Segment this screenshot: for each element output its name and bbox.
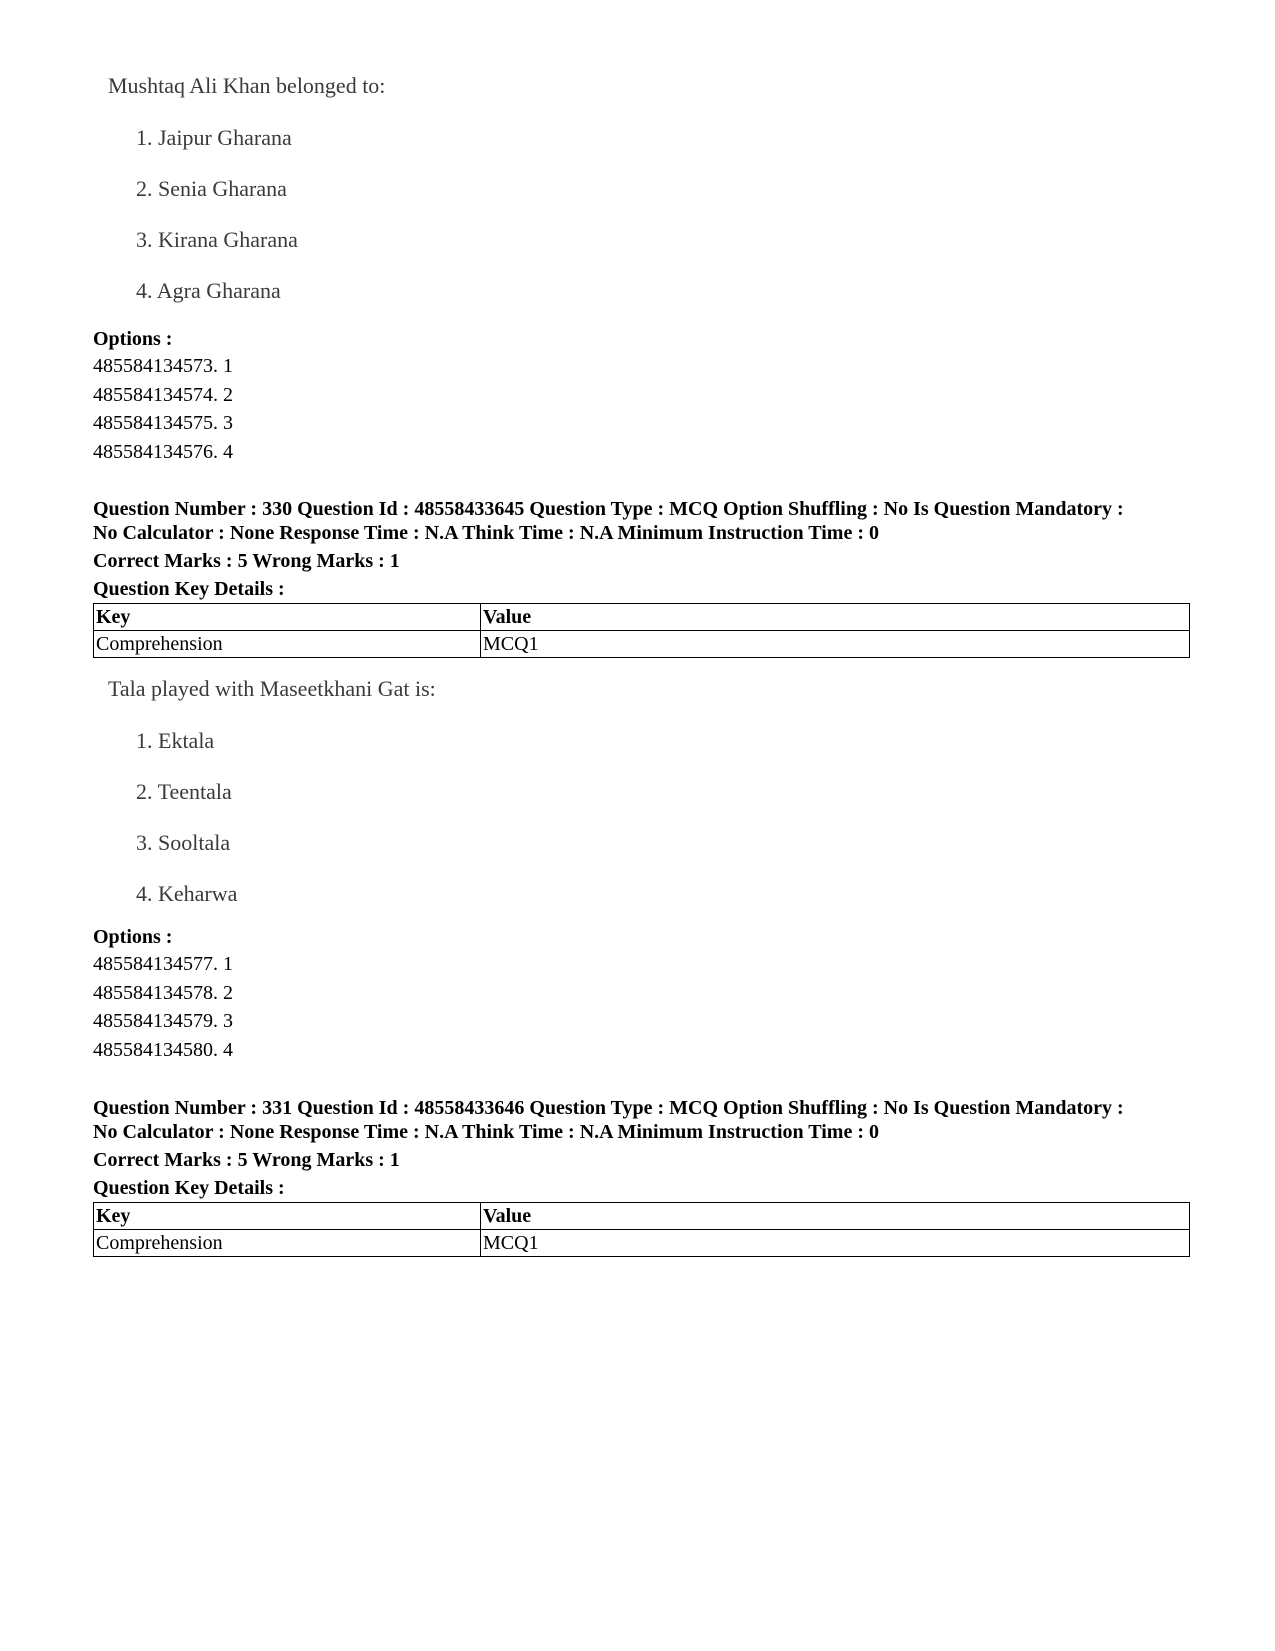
table-header-row (94, 604, 1190, 631)
question-stem: Mushtaq Ali Khan belonged to: (108, 73, 386, 98)
meta-line: No Calculator : None Response Time : N.A Think Time : N.A Minimum Instruction Time : 0 (93, 522, 879, 544)
option-row: 485584134576. 4 (93, 441, 233, 464)
table-header-row (94, 1203, 1190, 1230)
option-row: 485584134577. 1 (93, 953, 233, 975)
table-cell: MCQ1 (481, 1230, 1190, 1257)
marks-line: Correct Marks : 5 Wrong Marks : 1 (93, 1149, 400, 1171)
table-header-cell: Value (481, 604, 1190, 631)
option-row: 485584134573. 1 (93, 355, 233, 377)
question-choice: 2. Senia Gharana (136, 176, 287, 201)
option-row: 485584134579. 3 (93, 1010, 233, 1033)
table-row (94, 1230, 1190, 1257)
key-details-table-330 (93, 603, 1190, 658)
question-meta-330 (93, 497, 1193, 601)
option-row: 485584134578. 2 (93, 981, 233, 1004)
question-choice: 1. Ektala (136, 728, 215, 753)
options-block-330 (93, 924, 233, 1065)
meta-line: No Calculator : None Response Time : N.A Think Time : N.A Minimum Instruction Time : 0 (93, 1121, 879, 1143)
question-choice: 3. Sooltala (136, 830, 231, 855)
key-details-label: Question Key Details : (93, 1177, 285, 1199)
table-cell: Comprehension (94, 631, 481, 658)
question-image-330 (108, 676, 436, 907)
question-choice: 2. Teentala (136, 779, 232, 804)
question-stem: Tala played with Maseetkhani Gat is: (108, 676, 436, 701)
option-row: 485584134575. 3 (93, 412, 233, 435)
question-image-prev (108, 73, 385, 304)
meta-line: Question Number : 330 Question Id : 48558433645 Question Type : MCQ Option Shuffling : No Is Question Mandatory : (93, 498, 1124, 520)
option-row: 485584134574. 2 (93, 383, 233, 406)
table-header-cell: Value (481, 1203, 1190, 1230)
options-label: Options : (93, 926, 173, 948)
question-choice: 4. Keharwa (136, 881, 238, 906)
table-header-cell: Key (94, 604, 481, 631)
marks-line: Correct Marks : 5 Wrong Marks : 1 (93, 550, 400, 572)
options-block-prev (93, 326, 233, 467)
table-cell: Comprehension (94, 1230, 481, 1257)
meta-line: Question Number : 331 Question Id : 48558433646 Question Type : MCQ Option Shuffling : No Is Question Mandatory : (93, 1097, 1124, 1119)
key-details-table-331 (93, 1202, 1190, 1257)
table-row (94, 631, 1190, 658)
key-details-label: Question Key Details : (93, 578, 285, 600)
table-cell: MCQ1 (481, 631, 1190, 658)
question-meta-331 (93, 1096, 1193, 1200)
option-row: 485584134580. 4 (93, 1039, 233, 1062)
question-choice: 3. Kirana Gharana (136, 227, 298, 252)
question-choice: 4. Agra Gharana (136, 278, 281, 303)
table-header-cell: Key (94, 1203, 481, 1230)
options-label: Options : (93, 328, 173, 350)
question-choice: 1. Jaipur Gharana (136, 125, 292, 150)
